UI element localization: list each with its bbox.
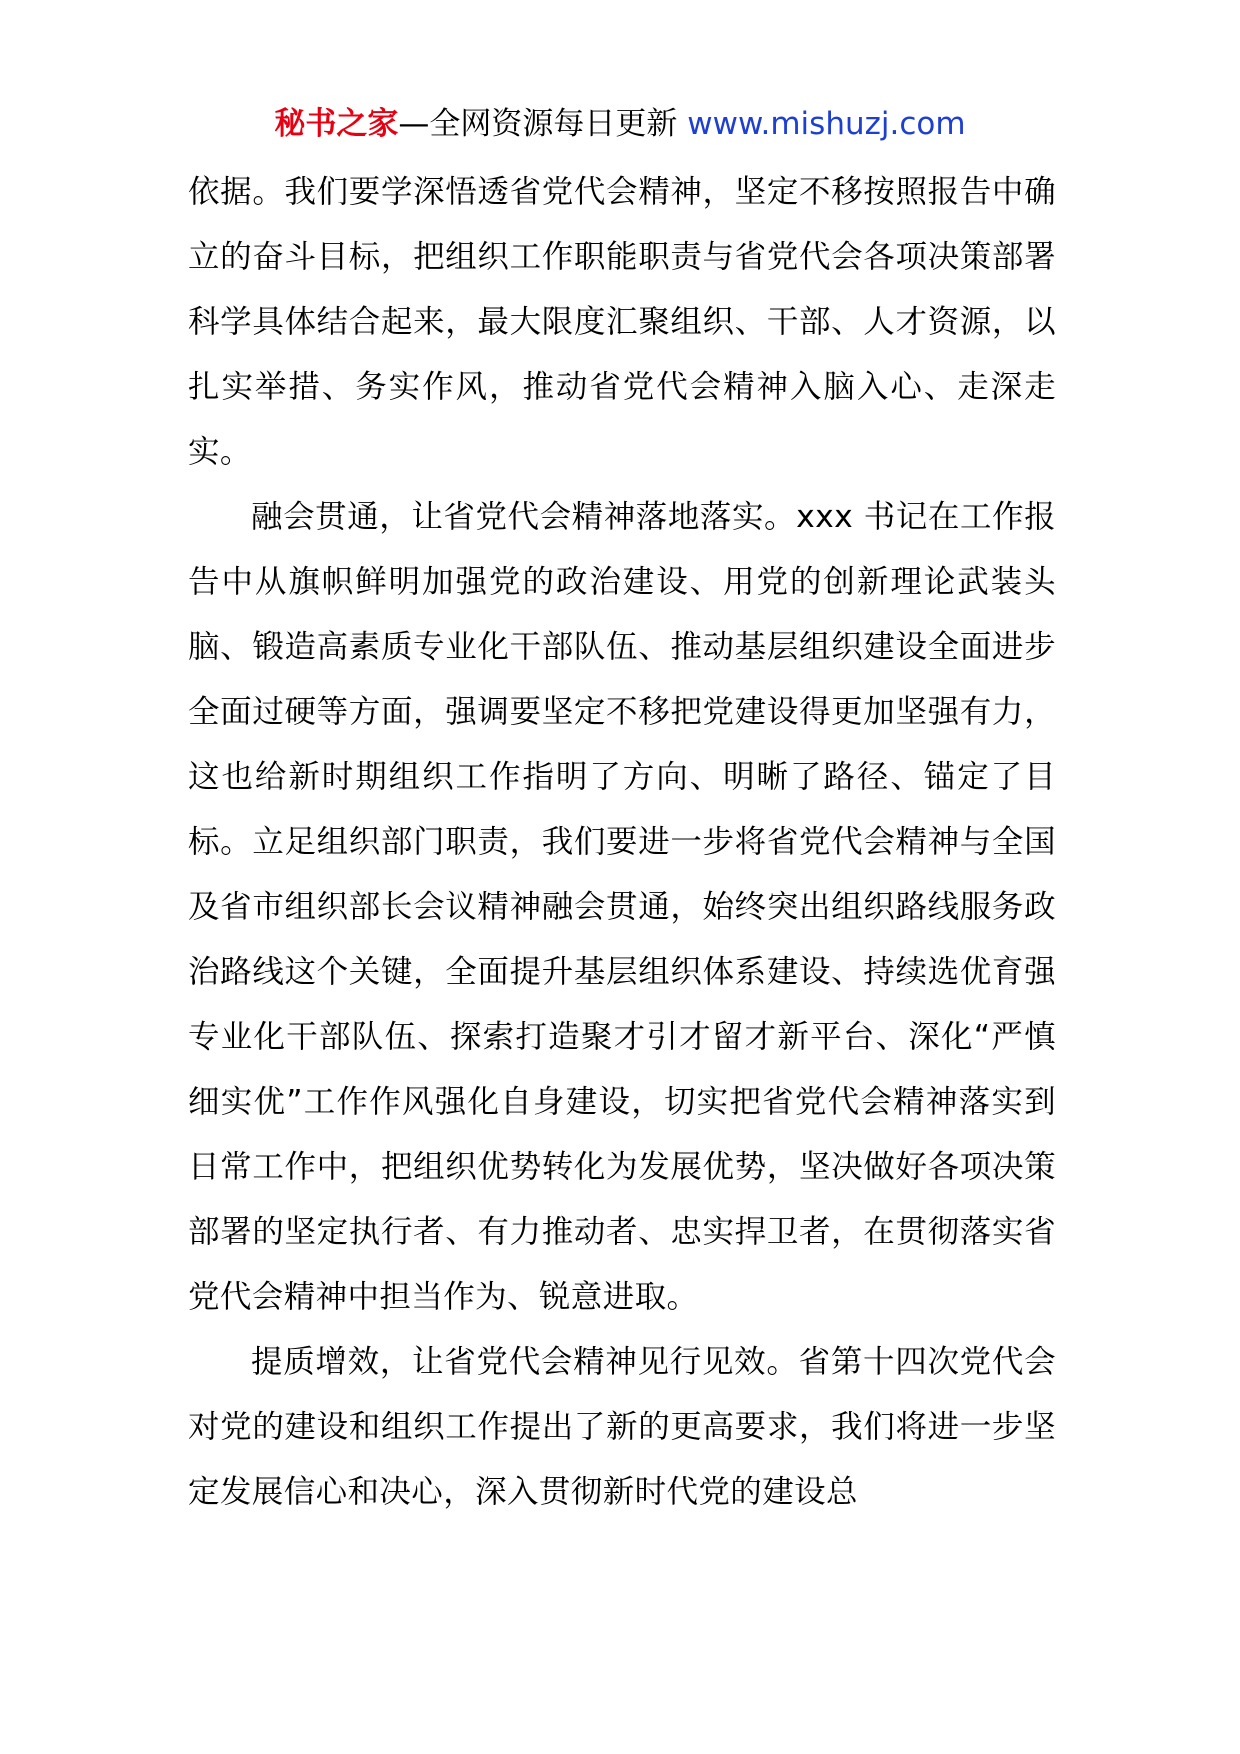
- header-tagline: —全网资源每日更新: [398, 106, 688, 142]
- paragraph-effectiveness: 提质增效，让省党代会精神见行见效。省第十四次党代会对党的建设和组织工作提出了新的更高要求，我们将进一步坚定发展信心和决心，深入贯彻新时代党的建设总: [188, 1344, 1056, 1510]
- document-body: [188, 160, 1056, 1525]
- brand-name: 秘书之家: [274, 106, 399, 142]
- paragraph-integration: 融会贯通，让省党代会精神落地落实。xxx 书记在工作报告中从旗帜鲜明加强党的政治建设、用党的创新理论武装头脑、锻造高素质专业化干部队伍、推动基层组织建设全面进步全面过硬等方面，强调要坚定不移把党建设得更加坚强有力，这也给新时期组织工作指明了方向、明晰了路径、锚定了目标。立足组织部门职责，我们要进一步将省党代会精神与全国及省市组织部长会议精神融会贯通，始终突出组织路线服务政治路线这个关键，全面提升基层组织体系建设、持续选优育强专业化干部队伍、探索打造聚才引才留才新平台、深化“严慎细实优”工作作风强化自身建设，切实把省党代会精神落实到日常工作中，把组织优势转化为发展优势，坚决做好各项决策部署的坚定执行者、有力推动者、忠实捍卫者，在贯彻落实省党代会精神中担当作为、锐意进取。: [188, 499, 1056, 1315]
- site-url[interactable]: www.mishuzj.com: [687, 106, 966, 142]
- paragraph-continuation: 依据。我们要学深悟透省党代会精神，坚定不移按照报告中确立的奋斗目标，把组织工作职能职责与省党代会各项决策部署科学具体结合起来，最大限度汇聚组织、干部、人才资源，以扎实举措、务实作风，推动省党代会精神入脑入心、走深走实。: [188, 174, 1056, 470]
- site-header: [0, 102, 1240, 146]
